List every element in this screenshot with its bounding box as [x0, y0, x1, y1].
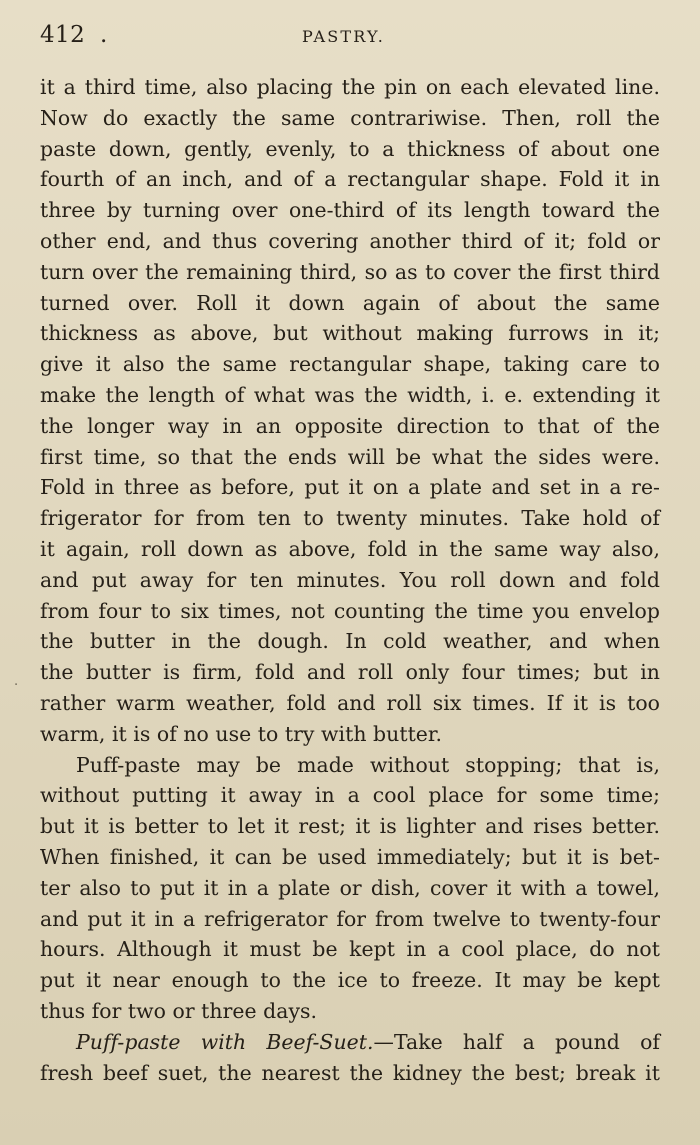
text-line: fourth of an inch, and of a rectangular shape. Fold it in — [40, 167, 660, 192]
text-line: fresh beef suet, the nearest the kidney the best; break it — [40, 1060, 660, 1085]
text-line — [40, 1027, 660, 1058]
text-line: thus for two or three days. — [40, 998, 318, 1023]
margin-mark: . — [14, 674, 19, 689]
text-line: thickness as above, but without making furrows in it; — [40, 321, 660, 346]
text-line: it a third time, also placing the pin on each elevated line. — [40, 75, 660, 99]
text-line: hours. Although it must be kept in a cool place, do not — [40, 937, 660, 962]
text-line: put it near enough to the ice to freeze. It may be kept — [40, 968, 660, 993]
line-continuation: Take half a pound of — [393, 1029, 660, 1054]
paragraph-2 — [40, 750, 660, 1027]
text-line: Fold in three as before, put it on a plate and set in a re- — [40, 475, 660, 500]
text-line: rather warm weather, fold and roll six times. If it is too — [40, 690, 660, 715]
header-dot: . — [100, 22, 108, 48]
text-line: the butter in the dough. In cold weather, and when — [40, 629, 660, 654]
body-text — [40, 72, 660, 1088]
title-dash: — — [373, 1029, 394, 1054]
page-number: 412 — [40, 22, 86, 48]
text-line: and put it in a refrigerator for from twelve to twenty-four — [40, 906, 660, 931]
recipe-title: Puff-paste with Beef-Suet. — [76, 1029, 374, 1054]
text-line: make the length of what was the width, i. e. extending it — [40, 382, 660, 407]
section-title: PASTRY. — [302, 27, 386, 46]
text-line: from four to six times, not counting the time you envelop — [40, 598, 660, 623]
text-line: first time, so that the ends will be what the sides were. — [40, 444, 660, 469]
text-line: turned over. Roll it down again of about the same — [40, 290, 660, 315]
text-line: the butter is firm, fold and roll only four times; but in — [40, 660, 660, 685]
running-head — [40, 22, 660, 52]
text-line: other end, and thus covering another third of it; fold or — [40, 228, 660, 253]
text-line: turn over the remaining third, so as to cover the first third — [40, 259, 660, 284]
paragraph-1 — [40, 72, 660, 750]
text-line: paste down, gently, evenly, to a thickness of about one — [40, 136, 660, 161]
text-line: frigerator for from ten to twenty minutes. Take hold of — [40, 506, 660, 531]
text-line: warm, it is of no use to try with butter. — [40, 721, 443, 746]
text-line: When finished, it can be used immediately; but it is bet- — [40, 844, 660, 869]
text-line: and put away for ten minutes. You roll down and fold — [40, 567, 660, 592]
text-line: Now do exactly the same contrariwise. Then, roll the — [40, 105, 660, 130]
text-line: it again, roll down as above, fold in the same way also, — [40, 536, 660, 561]
text-line: without putting it away in a cool place for some time; — [40, 783, 660, 808]
text-line: give it also the same rectangular shape, taking care to — [40, 352, 660, 377]
paragraph-3 — [40, 1027, 660, 1089]
text-line: but it is better to let it rest; it is lighter and rises better. — [40, 814, 660, 839]
text-line: Puff-paste may be made without stopping; that is, — [76, 752, 660, 777]
text-line: ter also to put it in a plate or dish, cover it with a towel, — [40, 875, 660, 900]
text-line: the longer way in an opposite direction to that of the — [40, 413, 660, 438]
text-line: three by turning over one-third of its length toward the — [40, 198, 660, 223]
